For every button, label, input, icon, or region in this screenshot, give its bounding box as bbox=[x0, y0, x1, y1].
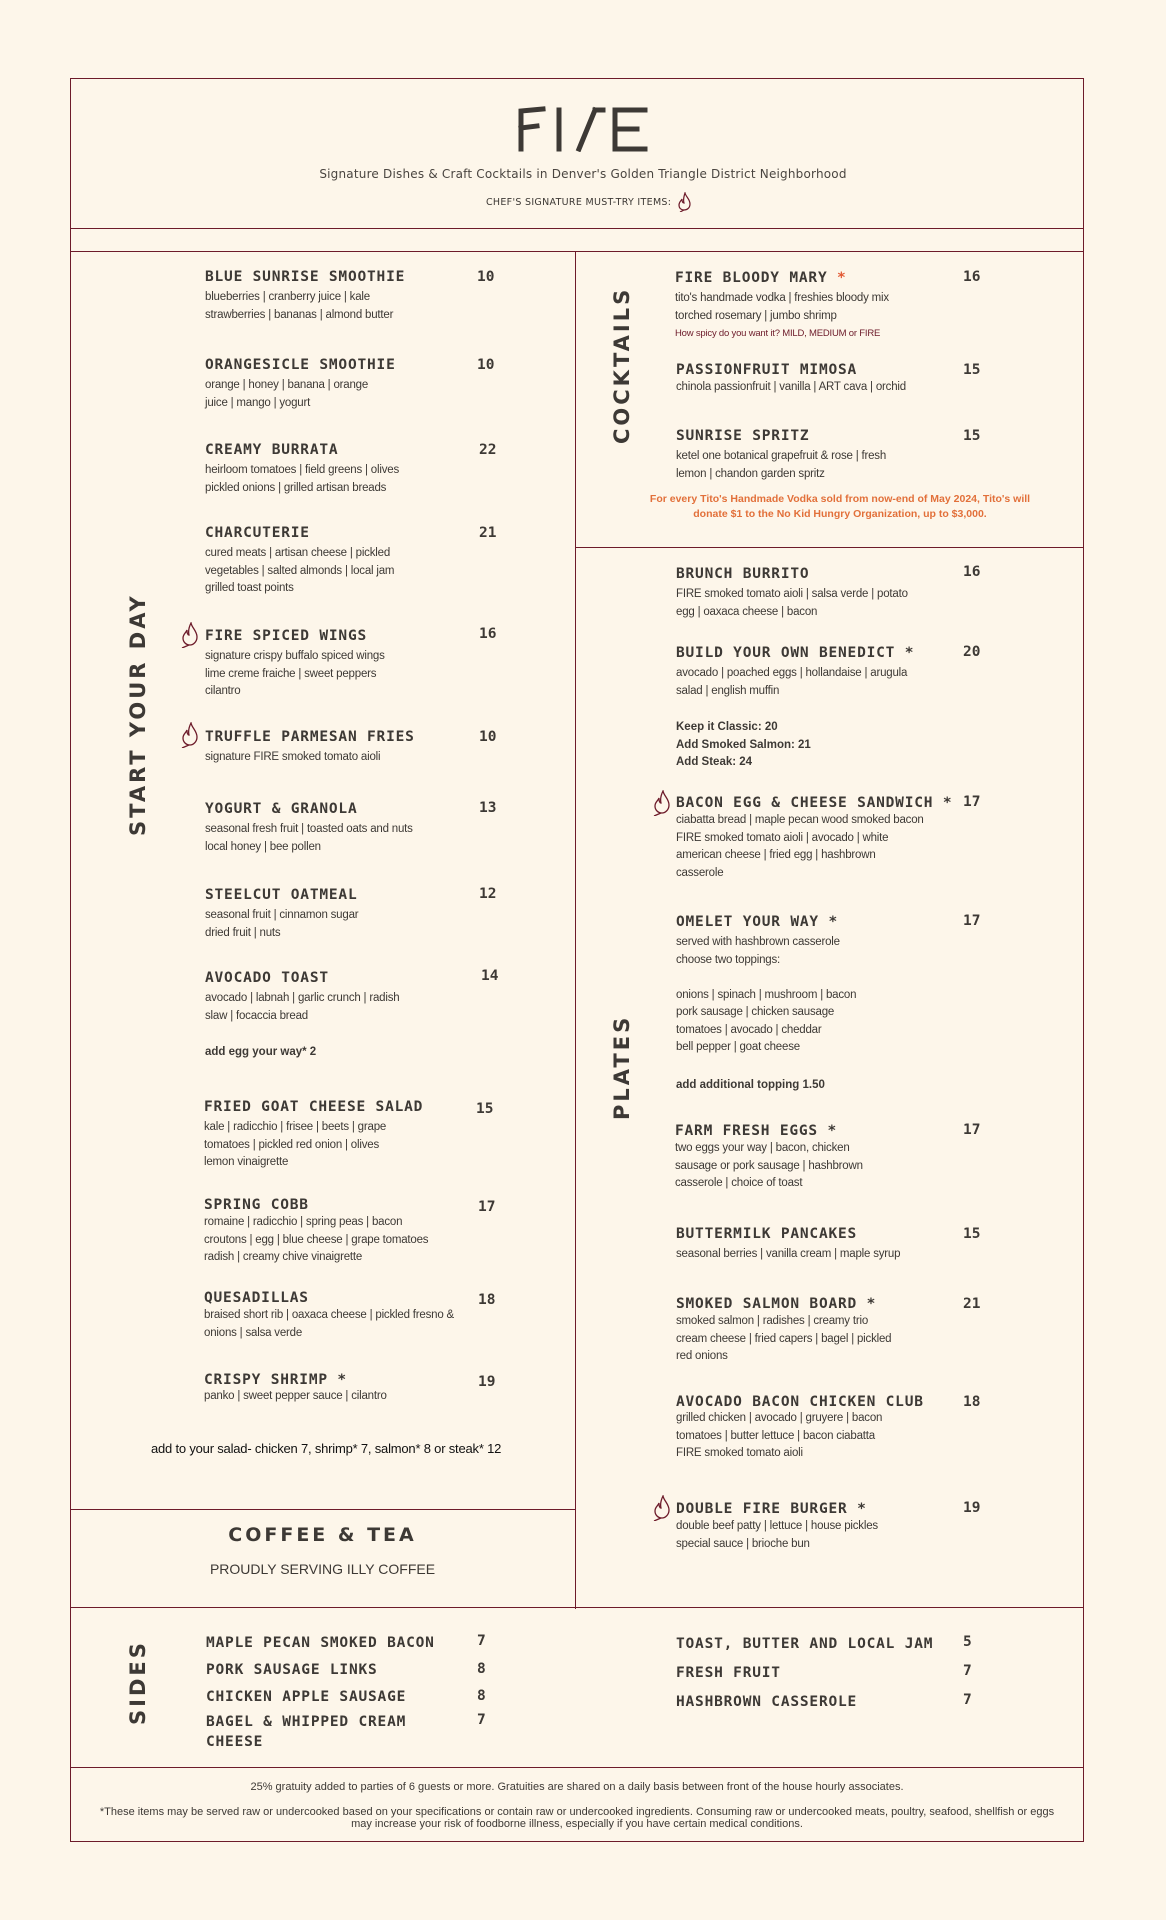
item-description: served with hashbrown casserole choose two toppings: onions | spinach | mushroom | bacon pork sausage | chicken sausage tomatoes | avocado | cheddar bell pepper | goat cheese bbox=[676, 936, 857, 1053]
item-name-text: DOUBLE FIRE BURGER bbox=[676, 1501, 848, 1517]
item-name-text: SMOKED SALMON BOARD bbox=[676, 1296, 858, 1312]
raw-warning-star: * bbox=[827, 1123, 838, 1139]
side-item-name: TOAST, BUTTER AND LOCAL JAM bbox=[676, 1636, 934, 1652]
side-item-price: 8 bbox=[477, 1661, 487, 1677]
item-price: 12 bbox=[479, 886, 497, 902]
section-sides: SIDES bbox=[126, 1640, 150, 1725]
item-price: 17 bbox=[963, 1122, 981, 1138]
benedict-options: Keep it Classic: 20 Add Smoked Salmon: 21 Add Steak: 24 bbox=[676, 721, 811, 768]
raw-warning-star: * bbox=[337, 1372, 347, 1388]
item-description: avocado | poached eggs | hollandaise | arugula salad | english muffin bbox=[676, 667, 908, 697]
item-name: BRUNCH BURRITO bbox=[676, 566, 810, 582]
item-price: 14 bbox=[481, 968, 499, 984]
menu-item bbox=[205, 442, 399, 497]
must-try-legend bbox=[486, 192, 693, 212]
raw-warning-star: * bbox=[942, 795, 953, 811]
menu-item bbox=[205, 357, 396, 412]
menu-item bbox=[205, 970, 399, 1025]
menu-item bbox=[676, 914, 856, 1057]
item-price: 17 bbox=[478, 1199, 496, 1215]
side-item-price: 5 bbox=[963, 1634, 973, 1650]
item-description: kale | radicchio | frisee | beets | grape tomatoes | pickled red onion | olives lemon vinaigrette bbox=[204, 1121, 387, 1168]
flame-icon bbox=[180, 722, 200, 748]
item-name: FIRE SPICED WINGS bbox=[205, 628, 368, 644]
spicy-note: How spicy do you want it? MILD, MEDIUM or FIRE bbox=[675, 328, 881, 339]
divider bbox=[575, 547, 1084, 548]
item-price: 19 bbox=[963, 1500, 981, 1516]
menu-item bbox=[204, 1372, 387, 1406]
item-name-text: CRISPY SHRIMP bbox=[204, 1372, 328, 1388]
item-name-text: FIRE BLOODY MARY bbox=[675, 270, 828, 286]
item-name bbox=[675, 270, 889, 286]
item-description: signature FIRE smoked tomato aioli bbox=[205, 751, 381, 763]
item-name: SPRING COBB bbox=[204, 1197, 309, 1213]
section-plates: PLATES bbox=[610, 1014, 634, 1120]
menu-item bbox=[676, 1226, 900, 1264]
item-name bbox=[676, 914, 856, 930]
menu-item bbox=[676, 645, 914, 700]
gratuity-note: 25% gratuity added to parties of 6 guests or more. Gratuities are shared on a daily basis between front of the house hourly associates. bbox=[250, 1781, 904, 1793]
item-description: smoked salmon | radishes | creamy trio cream cheese | fried capers | bagel | pickled red onions bbox=[676, 1315, 892, 1362]
item-name-text: BUILD YOUR OWN BENEDICT bbox=[676, 645, 896, 661]
menu-item bbox=[204, 1290, 454, 1342]
item-price: 15 bbox=[476, 1101, 494, 1117]
item-price: 21 bbox=[479, 525, 497, 541]
side-item-name: MAPLE PECAN SMOKED BACON bbox=[206, 1635, 435, 1651]
item-price: 22 bbox=[479, 442, 497, 458]
raw-warning-star: * bbox=[904, 645, 915, 661]
item-name: QUESADILLAS bbox=[204, 1290, 309, 1306]
menu-item bbox=[205, 628, 385, 701]
side-item-name: BAGEL & WHIPPED CREAM CHEESE bbox=[206, 1714, 407, 1750]
item-description: signature crispy buffalo spiced wings lime creme fraiche | sweet peppers cilantro bbox=[205, 650, 385, 697]
side-item-price: 7 bbox=[963, 1692, 973, 1708]
item-price: 13 bbox=[479, 800, 497, 816]
item-price: 15 bbox=[963, 428, 981, 444]
item-price: 10 bbox=[479, 729, 497, 745]
menu-item bbox=[205, 269, 405, 324]
item-price: 17 bbox=[963, 794, 981, 810]
item-name: AVOCADO TOAST bbox=[205, 970, 329, 986]
item-price: 19 bbox=[478, 1374, 496, 1390]
item-name bbox=[675, 1123, 863, 1139]
spicy-star: * bbox=[837, 270, 847, 286]
item-description: romaine | radicchio | spring peas | bacon croutons | egg | blue cheese | grape tomatoes radish | creamy chive vinaigrette bbox=[204, 1216, 429, 1263]
item-description: ketel one botanical grapefruit & rose | fresh lemon | chandon garden spritz bbox=[676, 450, 887, 480]
divider bbox=[70, 1509, 575, 1510]
item-description: avocado | labnah | garlic crunch | radish slaw | focaccia bread bbox=[205, 992, 400, 1022]
item-description: cured meats | artisan cheese | pickled vegetables | salted almonds | local jam grilled toast points bbox=[205, 547, 395, 594]
item-price: 18 bbox=[963, 1394, 981, 1410]
item-description: tito's handmade vodka | freshies bloody mix torched rosemary | jumbo shrimp bbox=[675, 292, 889, 322]
menu-item bbox=[675, 1123, 863, 1193]
section-cocktails: COCKTAILS bbox=[610, 286, 634, 444]
item-description: braised short rib | oaxaca cheese | pickled fresno & onions | salsa verde bbox=[204, 1309, 454, 1339]
divider bbox=[70, 1767, 1084, 1768]
flame-icon bbox=[677, 192, 693, 212]
item-description: double beef patty | lettuce | house pickles special sauce | brioche bun bbox=[676, 1520, 878, 1550]
menu-item bbox=[204, 1197, 428, 1267]
raw-warning-star: * bbox=[828, 914, 839, 930]
item-name: PASSIONFRUIT MIMOSA bbox=[676, 362, 858, 378]
tagline: Signature Dishes & Craft Cocktails in Denver's Golden Triangle District Neighborhood bbox=[319, 167, 847, 181]
item-name bbox=[676, 1501, 878, 1517]
item-name: BUTTERMILK PANCAKES bbox=[676, 1226, 858, 1242]
item-price: 16 bbox=[963, 269, 981, 285]
item-description: orange | honey | banana | orange juice | mango | yogurt bbox=[205, 379, 369, 409]
menu-item bbox=[676, 795, 952, 882]
item-price: 21 bbox=[963, 1296, 981, 1312]
item-price: 16 bbox=[479, 626, 497, 642]
item-name-text: OMELET YOUR WAY bbox=[676, 914, 819, 930]
divider bbox=[575, 251, 576, 1609]
item-name: ORANGESICLE SMOOTHIE bbox=[205, 357, 396, 373]
donation-note: For every Tito's Handmade Vodka sold from now-end of May 2024, Tito's will donate $1 to the No Kid Hungry Organization, up to $3,000. bbox=[649, 493, 1031, 520]
menu-item bbox=[205, 801, 413, 856]
side-item-name: PORK SAUSAGE LINKS bbox=[206, 1662, 378, 1678]
side-item-price: 8 bbox=[477, 1688, 487, 1704]
side-item-price: 7 bbox=[477, 1712, 487, 1728]
item-name-text: FARM FRESH EGGS bbox=[675, 1123, 818, 1139]
item-description: seasonal fresh fruit | toasted oats and nuts local honey | bee pollen bbox=[205, 823, 413, 853]
item-name bbox=[676, 645, 914, 661]
item-name: CHARCUTERIE bbox=[205, 525, 310, 541]
item-description: panko | sweet pepper sauce | cilantro bbox=[204, 1390, 387, 1402]
menu-item bbox=[205, 729, 415, 767]
side-item-price: 7 bbox=[963, 1663, 973, 1679]
item-price: 20 bbox=[963, 644, 981, 660]
menu-item bbox=[676, 428, 886, 483]
item-description: ciabatta bread | maple pecan wood smoked bacon FIRE smoked tomato aioli | avocado | white american cheese | fried egg | hashbrown casserole bbox=[676, 814, 924, 879]
raw-food-warning: *These items may be served raw or undercooked based on your specifications or contain raw or undercooked ingredients. Consuming raw or undercooked meats, poultry, seafood, shellfish or eggs may increase your risk of foodborne illness, especially if you have certain medical conditions. bbox=[99, 1806, 1055, 1830]
salad-add-on-note: add to your salad- chicken 7, shrimp* 7, salmon* 8 or steak* 12 bbox=[151, 1441, 502, 1456]
must-try-label: CHEF'S SIGNATURE MUST-TRY ITEMS: bbox=[486, 196, 672, 208]
item-name bbox=[676, 1296, 891, 1312]
item-description: blueberries | cranberry juice | kale strawberries | bananas | almond butter bbox=[205, 291, 394, 321]
menu-item bbox=[676, 1501, 878, 1553]
item-price: 15 bbox=[963, 1226, 981, 1242]
item-description: heirloom tomatoes | field greens | olives pickled onions | grilled artisan breads bbox=[205, 464, 400, 494]
divider bbox=[70, 1607, 1084, 1608]
menu-item bbox=[205, 887, 358, 942]
item-name-text: BACON EGG & CHEESE SANDWICH bbox=[676, 795, 934, 811]
coffee-title: COFFEE & TEA bbox=[228, 1524, 417, 1546]
menu-item bbox=[676, 362, 906, 397]
item-name: AVOCADO BACON CHICKEN CLUB bbox=[676, 1394, 924, 1410]
item-price: 17 bbox=[963, 913, 981, 929]
add-on-note: add egg your way* 2 bbox=[205, 1046, 317, 1058]
section-start-your-day: START YOUR DAY bbox=[126, 593, 150, 836]
item-price: 15 bbox=[963, 362, 981, 378]
item-name: YOGURT & GRANOLA bbox=[205, 801, 358, 817]
side-item-name: CHICKEN APPLE SAUSAGE bbox=[206, 1689, 407, 1705]
menu-item bbox=[205, 525, 394, 598]
flame-icon bbox=[652, 1495, 672, 1521]
item-description: grilled chicken | avocado | gruyere | bacon tomatoes | butter lettuce | bacon ciabatta FIRE smoked tomato aioli bbox=[676, 1412, 883, 1459]
side-item-price: 7 bbox=[477, 1633, 487, 1649]
item-description: chinola passionfruit | vanilla | ART cava | orchid bbox=[676, 381, 906, 393]
flame-icon bbox=[652, 790, 672, 816]
item-name: BLUE SUNRISE SMOOTHIE bbox=[205, 269, 406, 285]
item-description: seasonal fruit | cinnamon sugar dried fruit | nuts bbox=[205, 909, 359, 939]
item-description: seasonal berries | vanilla cream | maple syrup bbox=[676, 1248, 901, 1260]
side-item-name: HASHBROWN CASSEROLE bbox=[676, 1694, 858, 1710]
raw-warning-star: * bbox=[857, 1501, 867, 1517]
menu-frame bbox=[70, 78, 1084, 1842]
item-name: TRUFFLE PARMESAN FRIES bbox=[205, 729, 415, 745]
flame-icon bbox=[180, 622, 200, 648]
coffee-subtitle: PROUDLY SERVING ILLY COFFEE bbox=[209, 1561, 436, 1577]
item-description: two eggs your way | bacon, chicken sausage or pork sausage | hashbrown casserole | choice of toast bbox=[675, 1142, 863, 1189]
item-name bbox=[204, 1372, 387, 1388]
item-price: 10 bbox=[477, 269, 495, 285]
item-price: 18 bbox=[478, 1292, 496, 1308]
menu-item bbox=[676, 1296, 891, 1366]
raw-warning-star: * bbox=[866, 1296, 877, 1312]
item-name: SUNRISE SPRITZ bbox=[676, 428, 810, 444]
item-name: STEELCUT OATMEAL bbox=[205, 887, 358, 903]
logo-mark bbox=[513, 106, 653, 152]
divider bbox=[70, 251, 1084, 252]
item-price: 16 bbox=[963, 564, 981, 580]
add-on-note: add additional topping 1.50 bbox=[676, 1079, 825, 1091]
item-name: FRIED GOAT CHEESE SALAD bbox=[204, 1099, 424, 1115]
menu-item bbox=[676, 1394, 924, 1463]
item-description: FIRE smoked tomato aioli | salsa verde | potato egg | oaxaca cheese | bacon bbox=[676, 588, 908, 618]
item-name: CREAMY BURRATA bbox=[205, 442, 339, 458]
menu-item bbox=[675, 270, 889, 343]
item-name bbox=[676, 795, 952, 811]
menu-item bbox=[676, 566, 908, 621]
divider bbox=[70, 228, 1084, 229]
item-price: 10 bbox=[477, 357, 495, 373]
fire-logo bbox=[0, 106, 1166, 157]
menu-item bbox=[204, 1099, 423, 1172]
side-item-name: FRESH FRUIT bbox=[676, 1665, 781, 1681]
